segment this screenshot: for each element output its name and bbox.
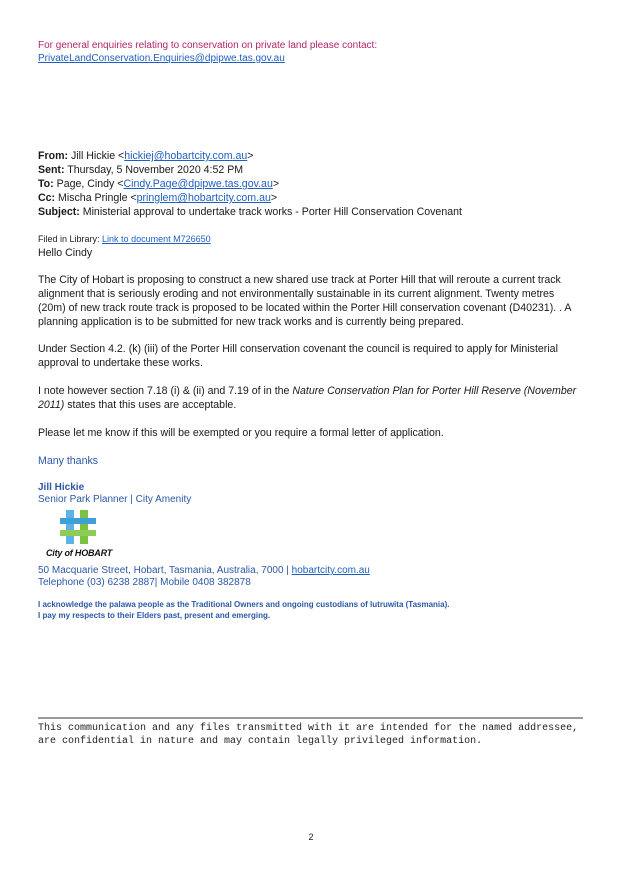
cc-close: > [270, 192, 278, 204]
signature-name: Jill Hickie [38, 482, 85, 493]
to-line [38, 177, 598, 191]
disclaimer-divider [38, 717, 583, 719]
greeting: Hello Cindy [38, 247, 93, 259]
subject-value: Ministerial approval to undertake track works - Porter Hill Conservation Covenant [82, 206, 462, 218]
library-line [38, 234, 211, 245]
cc-name: Mischa Pringle < [58, 192, 137, 204]
from-email-link[interactable]: hickiej@hobartcity.com.au [124, 150, 248, 162]
subject-line [38, 205, 598, 219]
acknowledgement-line-1: I acknowledge the palawa people as the Traditional Owners and ongoing custodians of lutruwita (Tasmania). [38, 600, 450, 609]
signature-address: 50 Macquarie Street, Hobart, Tasmania, Australia, 7000 | [38, 565, 292, 576]
paragraph-3-start: I note however section 7.18 (i) & (ii) and 7.19 of in the [38, 385, 293, 397]
sent-value: Thursday, 5 November 2020 4:52 PM [67, 164, 244, 176]
subject-label: Subject: [38, 206, 80, 218]
cc-line [38, 191, 598, 205]
paragraph-2: Under Section 4.2. (k) (iii) of the Porter Hill conservation covenant the council is required to apply for Ministerial approval to undertake these works. [38, 343, 558, 369]
signoff: Many thanks [38, 455, 99, 467]
paragraph-4: Please let me know if this will be exempted or you require a formal letter of application. [38, 427, 444, 439]
to-email-link[interactable]: Cindy.Page@dpipwe.tas.gov.au [123, 178, 273, 190]
from-line [38, 149, 598, 163]
from-close: > [247, 150, 254, 162]
page-number: 2 [308, 832, 314, 842]
library-label: Filed in Library: [38, 234, 100, 244]
signature-phone: Telephone (03) 6238 2887| Mobile 0408 382878 [38, 577, 251, 588]
to-close: > [272, 178, 280, 190]
paragraph-3-end: states that this uses are acceptable. [64, 399, 237, 411]
to-label: To: [38, 178, 54, 190]
intro-email-link[interactable]: PrivateLandConservation.Enquiries@dpipwe.tas.gov.au [38, 53, 285, 64]
cc-email-link[interactable]: pringlem@hobartcity.com.au [136, 192, 271, 204]
paragraph-3 [38, 384, 578, 412]
hobart-logo-icon [56, 508, 104, 548]
cc-label: Cc: [38, 192, 56, 204]
sent-label: Sent: [38, 164, 65, 176]
acknowledgement-line-2: I pay my respects to their Elders past, present and emerging. [38, 611, 271, 620]
library-link[interactable]: Link to document M726650 [102, 234, 211, 244]
paragraph-1: The City of Hobart is proposing to construct a new shared use track at Porter Hill that will reroute a current track alignment that is seriously eroding and not environmentally sustainable in its current alignment. Twenty metres (20m) of new track route track is proposed to be located within the Porter Hill conservation covenant (D40231). . A planning application is to be submitted for new track works and is currently being prepared. [38, 274, 571, 328]
signature-address-line [38, 565, 370, 577]
sent-line [38, 163, 598, 177]
hobart-logo-text: City of HOBART [46, 548, 113, 558]
plan-title: Nature Conservation Plan for Porter Hill Reserve (November 2011) [38, 385, 577, 411]
signature-website-link[interactable]: hobartcity.com.au [291, 565, 370, 576]
signature-title: Senior Park Planner | City Amenity [38, 494, 192, 505]
from-name: Jill Hickie < [70, 150, 125, 162]
email-header [38, 149, 598, 219]
from-label: From: [38, 150, 69, 162]
disclaimer-text: This communication and any files transmitted with it are intended for the named addressee, are confidential in nature and may contain legally privileged information. [38, 723, 579, 747]
intro-text: For general enquiries relating to conservation on private land please contact: [38, 40, 378, 51]
to-name: Page, Cindy < [56, 178, 124, 190]
